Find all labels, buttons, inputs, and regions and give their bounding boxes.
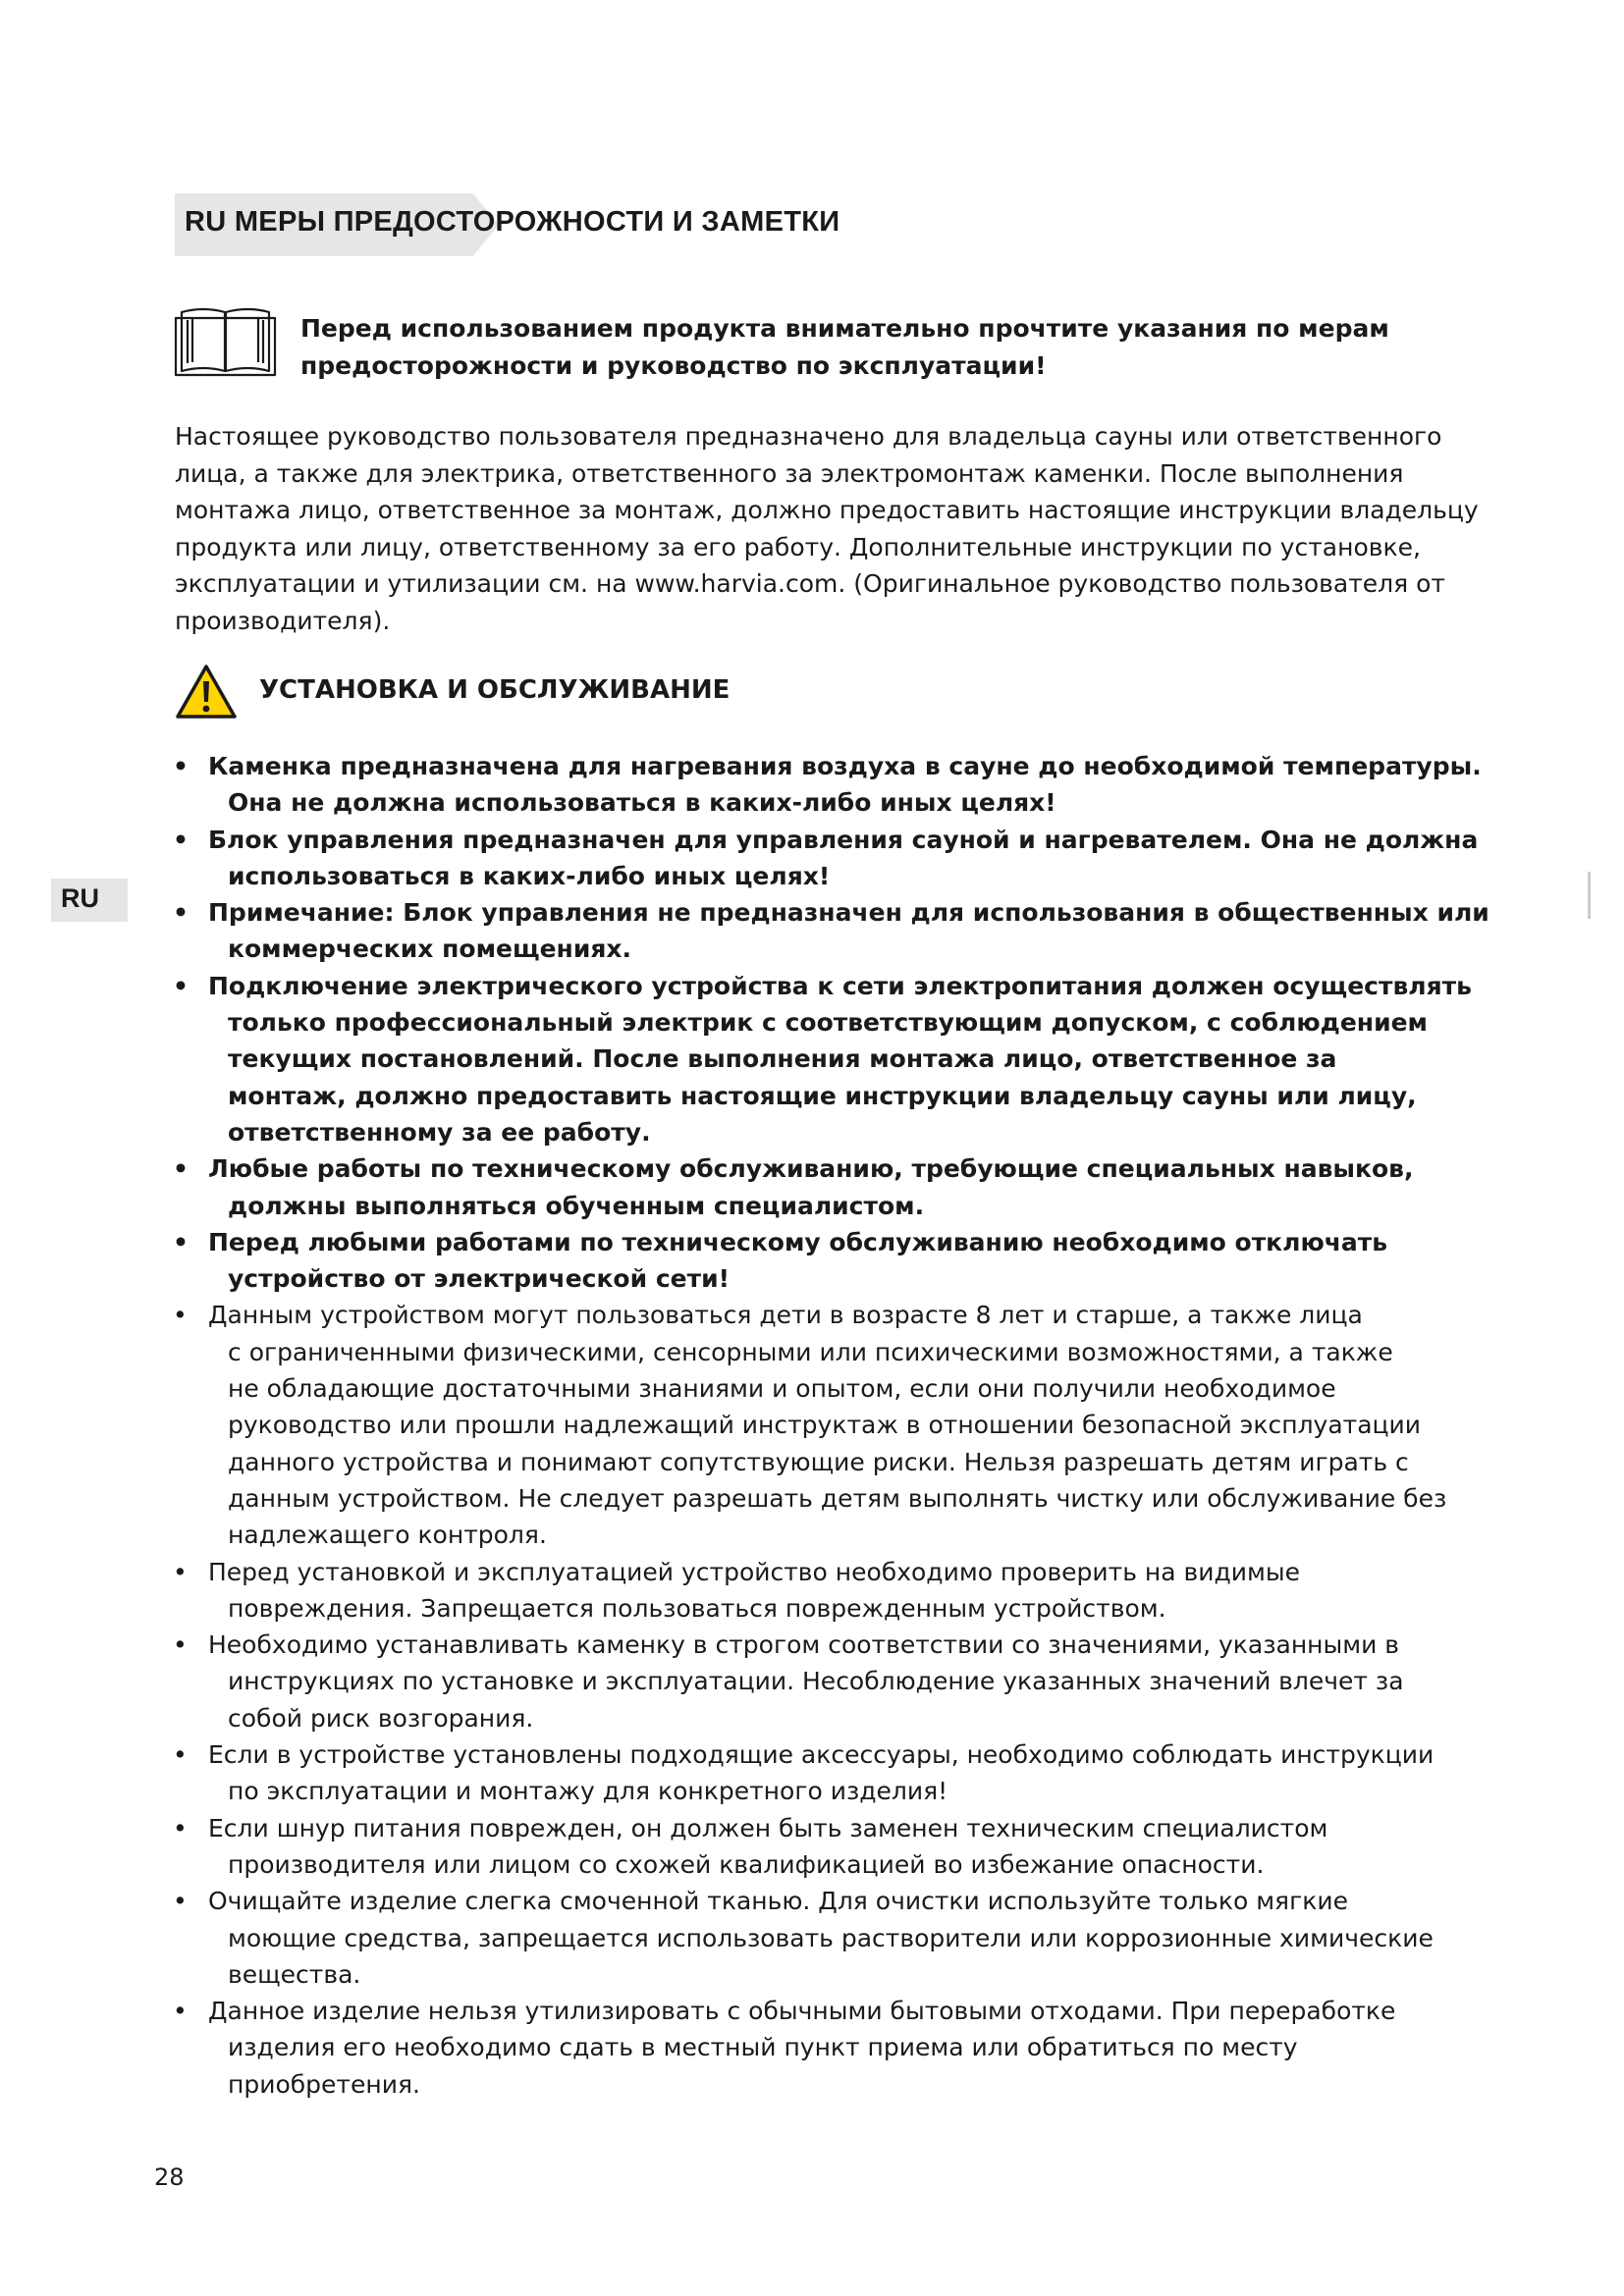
list-item-line: использоваться в каких-либо иных целях! [228, 861, 831, 890]
list-item-line: не обладающие достаточными знаниями и опытом, если они получили необходимое [228, 1374, 1336, 1404]
list-item-line: собой риск возгорания. [228, 1703, 534, 1733]
list-item-line: устройство от электрической сети! [228, 1264, 731, 1294]
list-item-line: Перед установкой и эксплуатацией устройство необходимо проверить на видимые [208, 1557, 1301, 1586]
page-title: RU МЕРЫ ПРЕДОСТОРОЖНОСТИ И ЗАМЕТКИ [185, 206, 840, 238]
list-item-line: с ограниченными физическими, сенсорными или психическими возможностями, а также [228, 1337, 1393, 1366]
list-item-line: Необходимо устанавливать каменку в строгом соответствии со значениями, указанными в [208, 1630, 1400, 1660]
list-item-line: Очищайте изделие слегка смоченной тканью. Для очистки используйте только мягкие [208, 1887, 1348, 1916]
bullet: • [173, 971, 189, 1000]
list-item-line: Данным устройством могут пользоваться дети в возрасте 8 лет и старше, а также лица [208, 1301, 1363, 1330]
section-heading: УСТАНОВКА И ОБСЛУЖИВАНИЕ [259, 675, 731, 705]
list-item-line: Любые работы по техническому обслуживанию, требующие специальных навыков, [208, 1154, 1414, 1184]
list-item [167, 894, 1489, 968]
list-item [167, 748, 1482, 822]
notice-line: Перед использованием продукта внимательно прочтите указания по мерам [300, 314, 1389, 343]
list-item-line: Примечание: Блок управления не предназначен для использования в общественных или [208, 898, 1489, 928]
page-edge-marker [1588, 872, 1591, 919]
list-item [167, 1297, 1463, 1553]
intro-paragraph [175, 418, 1479, 639]
list-item-line: Данное изделие нельзя утилизировать с обычными бытовыми отходами. При переработке [208, 1997, 1396, 2026]
language-tab: RU [61, 883, 99, 913]
list-item-line: текущих постановлений. После выполнения монтажа лицо, ответственное за [228, 1044, 1337, 1074]
safety-list [167, 748, 1489, 2103]
list-item [167, 1810, 1463, 1884]
bullet: • [173, 1813, 188, 1842]
bullet: • [173, 1154, 189, 1184]
list-item [167, 1883, 1463, 1993]
list-item-line: инструкциях по установке и эксплуатации. Несоблюдение указанных значений влечет за [228, 1667, 1404, 1696]
list-item-line: данным устройством. Не следует разрешать детям выполнять чистку или обслуживание без [228, 1483, 1447, 1513]
list-item [167, 1554, 1463, 1628]
list-item-line: руководство или прошли надлежащий инструктаж в отношении безопасной эксплуатации [228, 1411, 1422, 1440]
notice-text [300, 310, 1439, 385]
list-item-line: данного устройства и понимают сопутствующие риски. Нельзя разрешать детям играть с [228, 1447, 1409, 1476]
list-item-line: Если шнур питания поврежден, он должен быть заменен техническим специалистом [208, 1813, 1328, 1842]
list-item [167, 1627, 1463, 1736]
list-item-line: повреждения. Запрещается пользоваться поврежденным устройством. [228, 1593, 1166, 1623]
list-item [167, 1736, 1463, 1810]
intro-line: производителя). [175, 606, 391, 635]
list-item-line: монтаж, должно предоставить настоящие инструкции владельцу сауны или лицу, [228, 1081, 1417, 1110]
bullet: • [173, 1301, 188, 1330]
bullet: • [173, 1740, 188, 1770]
intro-line: эксплуатации и утилизации см. на www.harvia.com. (Оригинальное руководство пользователя от [175, 569, 1445, 598]
list-item-line: Блок управления предназначен для управления сауной и нагревателем. Она не должна [208, 825, 1479, 854]
bullet: • [173, 1997, 188, 2026]
list-item-line: только профессиональный электрик с соответствующим допуском, с соблюдением [228, 1008, 1428, 1038]
bullet: • [173, 1557, 188, 1586]
list-item-line: ответственному за ее работу. [228, 1117, 651, 1147]
notice-line: предосторожности и руководство по эксплуатации! [300, 351, 1047, 380]
intro-line: лица, а также для электрика, ответственного за электромонтаж каменки. После выполнения [175, 458, 1404, 488]
bullet: • [173, 898, 189, 928]
list-item-line: Она не должна использоваться в каких-либо иных целях! [228, 788, 1056, 818]
page-number: 28 [154, 2163, 185, 2191]
intro-line: Настоящее руководство пользователя предназначено для владельца сауны или ответственного [175, 422, 1442, 451]
list-item-line: изделия его необходимо сдать в местный пункт приема или обратиться по месту [228, 2033, 1298, 2062]
intro-line: продукта или лицу, ответственному за его работу. Дополнительные инструкции по установке, [175, 532, 1421, 561]
list-item-line: приобретения. [228, 2069, 420, 2099]
list-item-line: Подключение электрического устройства к сети электропитания должен осуществлять [208, 971, 1472, 1000]
bullet: • [173, 825, 189, 854]
list-item-line: надлежащего контроля. [228, 1521, 547, 1550]
list-item-line: должны выполняться обученным специалистом. [228, 1191, 925, 1220]
list-item-line: коммерческих помещениях. [228, 934, 632, 964]
intro-line: монтажа лицо, ответственное за монтаж, должно предоставить настоящие инструкции владельцу [175, 496, 1479, 524]
bullet: • [173, 1887, 188, 1916]
bullet: • [173, 1227, 189, 1256]
book-icon [174, 300, 277, 377]
bullet: • [173, 752, 189, 780]
list-item-line: Каменка предназначена для нагревания воздуха в сауне до необходимой температуры. [208, 752, 1482, 780]
list-item [167, 1224, 1463, 1298]
warning-icon [175, 664, 238, 721]
list-item-line: моющие средства, запрещается использовать растворители или коррозионные химические [228, 1923, 1434, 1952]
list-item [167, 1150, 1463, 1224]
list-item [167, 822, 1479, 895]
list-item-line: производителя или лицом со схожей квалификацией во избежание опасности. [228, 1849, 1265, 1879]
list-item-line: Перед любыми работами по техническому обслуживанию необходимо отключать [208, 1227, 1388, 1256]
list-item [167, 968, 1472, 1150]
list-item [167, 1993, 1463, 2103]
bullet: • [173, 1630, 188, 1660]
list-item-line: по эксплуатации и монтажу для конкретного изделия! [228, 1777, 948, 1806]
list-item-line: Если в устройстве установлены подходящие аксессуары, необходимо соблюдать инструкции [208, 1740, 1435, 1770]
list-item-line: вещества. [228, 1959, 361, 1989]
